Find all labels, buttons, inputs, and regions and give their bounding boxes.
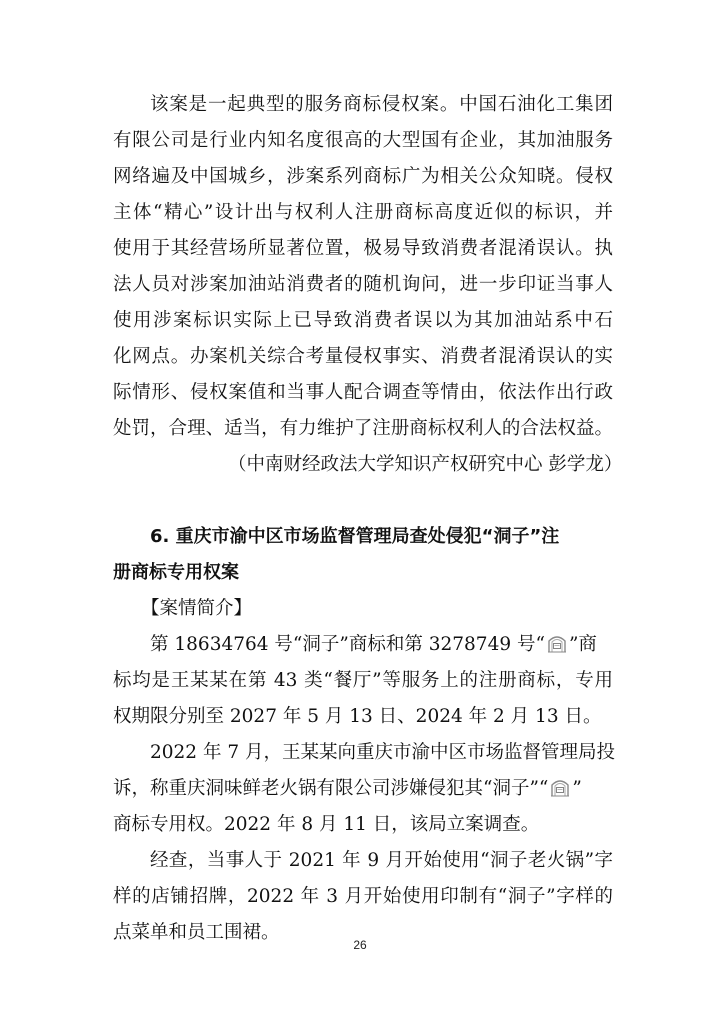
paragraph-line: 主体“精心”设计出与权利人注册商标高度近似的标识，并 (113, 202, 613, 223)
paragraph-line: 有限公司是行业内知名度很高的大型国有企业，其加油服务 (113, 130, 613, 151)
arch-gate-logo-icon (546, 632, 568, 654)
arch-gate-logo-icon (549, 776, 571, 798)
text-segment: ”商 (568, 634, 597, 655)
paragraph-line: 经查，当事人于 2021 年 9 月开始使用“洞子老火锅”字 (150, 850, 613, 871)
paragraph-line: 网络遍及中国城乡，涉案系列商标广为相关公众知晓。侵权 (113, 166, 613, 187)
paragraph-line: 商标专用权。2022 年 8 月 11 日，该局立案调查。 (113, 814, 540, 835)
paragraph-line: 际情形、侵权案值和当事人配合调查等情由，依法作出行政 (113, 382, 613, 403)
paragraph-line: 样的店铺招牌，2022 年 3 月开始使用印制有“洞子”字样的 (113, 886, 613, 907)
paragraph-line: 该案是一起典型的服务商标侵权案。中国石油化工集团 (150, 94, 613, 115)
paragraph-line (113, 774, 613, 804)
section-heading: 6. 重庆市渝中区市场监督管理局查处侵犯“洞子”注 (150, 526, 560, 547)
paragraph-line: 权期限分别至 2027 年 5 月 13 日、2024 年 2 月 13 日。 (113, 706, 602, 727)
paragraph-line: 点菜单和员工围裙。 (113, 922, 280, 943)
section-heading-cont: 册商标专用权案 (113, 562, 239, 583)
paragraph-line: 2022 年 7 月，王某某向重庆市渝中区市场监督管理局投 (150, 742, 615, 763)
page-number: 26 (353, 938, 367, 952)
paragraph-line: 处罚，合理、适当，有力维护了注册商标权利人的合法权益。 (113, 418, 613, 439)
paragraph-line: 使用涉案标识实际上已导致消费者误以为其加油站系中石 (113, 310, 613, 331)
paragraph-line (150, 630, 613, 660)
text-segment: 第 18634764 号“洞子”商标和第 3278749 号“ (150, 634, 545, 655)
paragraph-line: 使用于其经营场所显著位置，极易导致消费者混淆误认。执 (113, 238, 613, 259)
paragraph-line: 化网点。办案机关综合考量侵权事实、消费者混淆误认的实 (113, 346, 613, 367)
paragraph-line: 标均是王某某在第 43 类“餐厅”等服务上的注册商标，专用 (113, 670, 613, 691)
section-label: 【案情简介】 (141, 598, 253, 619)
text-segment: ” (572, 778, 582, 799)
attribution: （中南财经政法大学知识产权研究中心 彭学龙） (228, 454, 623, 475)
text-segment: 诉，称重庆洞味鲜老火锅有限公司涉嫌侵犯其“洞子”“ (113, 778, 549, 799)
paragraph-line: 法人员对涉案加油站消费者的随机询问，进一步印证当事人 (113, 274, 613, 295)
